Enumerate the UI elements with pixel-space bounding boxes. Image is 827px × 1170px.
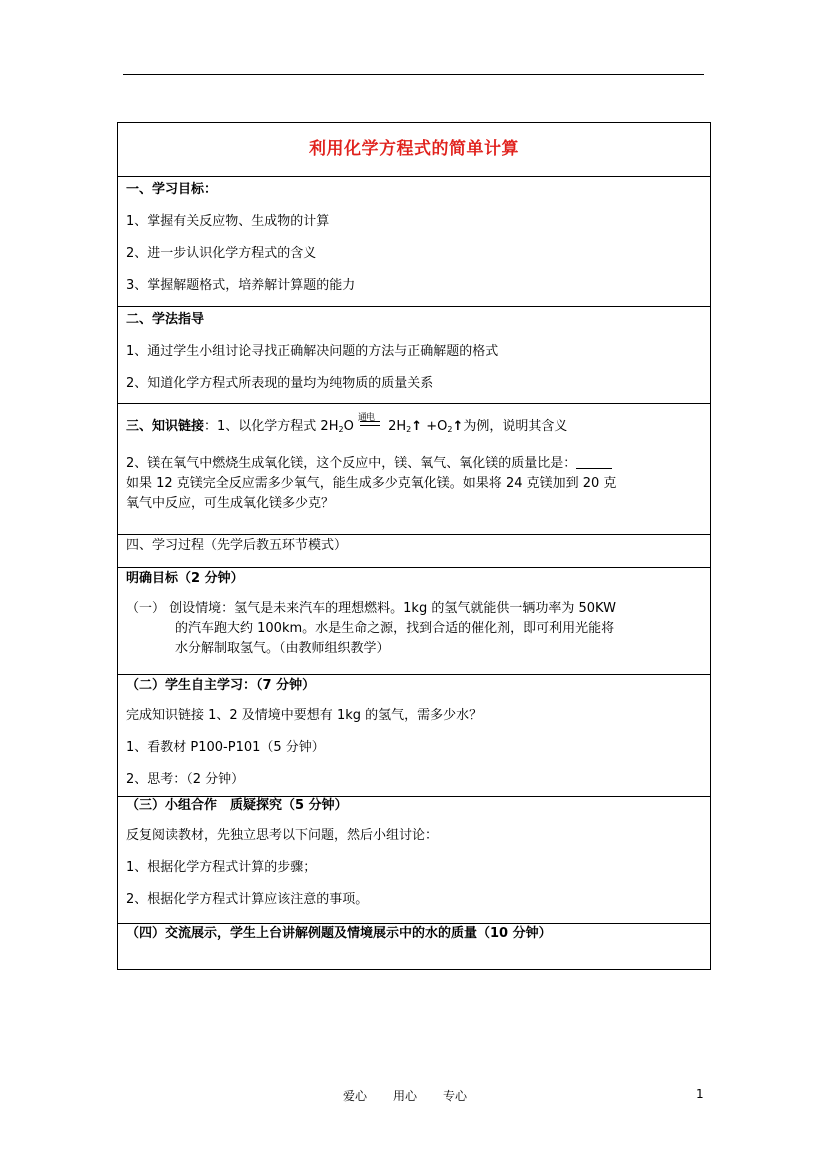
section-heading: 四、学习过程（先学后教五环节模式）	[126, 538, 348, 553]
list-item: 2、根据化学方程式计算应该注意的事项。	[126, 892, 369, 907]
list-item: 1、根据化学方程式计算的步骤；	[126, 860, 317, 875]
list-item: 完成知识链接 1、2 及情境中要想有 1kg 的氢气，需多少水？	[126, 708, 483, 723]
scene-line: 的汽车跑大约 100km。水是生命之源，找到合适的催化剂，即可利用光能将	[175, 621, 615, 636]
section-knowledge-link	[118, 404, 711, 535]
header-rule	[123, 74, 704, 75]
scene-line: 水分解制取氢气。（由教师组织教学）	[175, 641, 390, 656]
gas-arrow-icon: ↑	[452, 419, 464, 434]
goal-row	[118, 568, 711, 675]
list-item: 2、进一步认识化学方程式的含义	[126, 246, 317, 261]
lesson-plan-table	[117, 122, 711, 970]
section-heading: （三）小组合作 质疑探究（5 分钟）	[126, 798, 348, 813]
title-cell	[118, 123, 711, 177]
section-heading: 一、学习目标：	[126, 182, 218, 197]
list-item: 1、看教材 P100-P101（5 分钟）	[126, 740, 325, 755]
section-heading: （四）交流展示，学生上台讲解例题及情境展示中的水的质量（10 分钟）	[126, 926, 552, 941]
title-row	[118, 123, 711, 177]
section-heading: 二、学法指导	[126, 312, 205, 327]
section-heading: 三、知识链接	[126, 419, 205, 434]
footer-motto: 爱心 用心 专心	[343, 1089, 468, 1103]
equation-line: 三、知识链接：1、以化学方程式 $2H_2O$ 通电 $2H_2↑$ $+O_2↑$为例，说明其含义	[126, 413, 568, 434]
list-item: 2、思考：（2 分钟）	[126, 772, 245, 787]
list-item: 反复阅读教材，先独立思考以下问题，然后小组讨论：	[126, 828, 439, 843]
answer-blank	[576, 456, 612, 469]
list-item: 1、通过学生小组讨论寻找正确解决问题的方法与正确解题的格式	[126, 344, 499, 359]
exchange-row	[118, 924, 711, 970]
scene-line: （一） 创设情境：氢气是未来汽车的理想燃料。1kg 的氢气就能供一辆功率为 50KW	[126, 601, 616, 616]
group-row	[118, 797, 711, 924]
section-learning-process	[118, 535, 711, 568]
section-heading: （二）学生自主学习：（7 分钟）	[126, 678, 316, 693]
condition-mark: 通电	[358, 418, 384, 434]
page-title: 利用化学方程式的简单计算	[309, 138, 519, 159]
question-line: 2、镁在氧气中燃烧生成氧化镁，这个反应中，镁、氧气、氧化镁的质量比是：	[126, 456, 702, 472]
question-line: 如果 12 克镁完全反应需多少氧气，能生成多少克氧化镁。如果将 24 克镁加到 20 克	[126, 476, 617, 491]
section-learning-goals	[118, 177, 711, 307]
list-item: 2、知道化学方程式所表现的量均为纯物质的质量关系	[126, 376, 434, 391]
list-item: 3、掌握解题格式，培养解计算题的能力	[126, 278, 356, 293]
self-study-row	[118, 675, 711, 797]
page-number: 1	[696, 1087, 704, 1101]
gas-arrow-icon: ↑	[411, 419, 423, 434]
section-study-method	[118, 307, 711, 404]
section-heading: 明确目标（2 分钟）	[126, 571, 244, 586]
list-item: 1、掌握有关反应物、生成物的计算	[126, 214, 330, 229]
question-line: 氧气中反应，可生成氧化镁多少克？	[126, 496, 335, 511]
